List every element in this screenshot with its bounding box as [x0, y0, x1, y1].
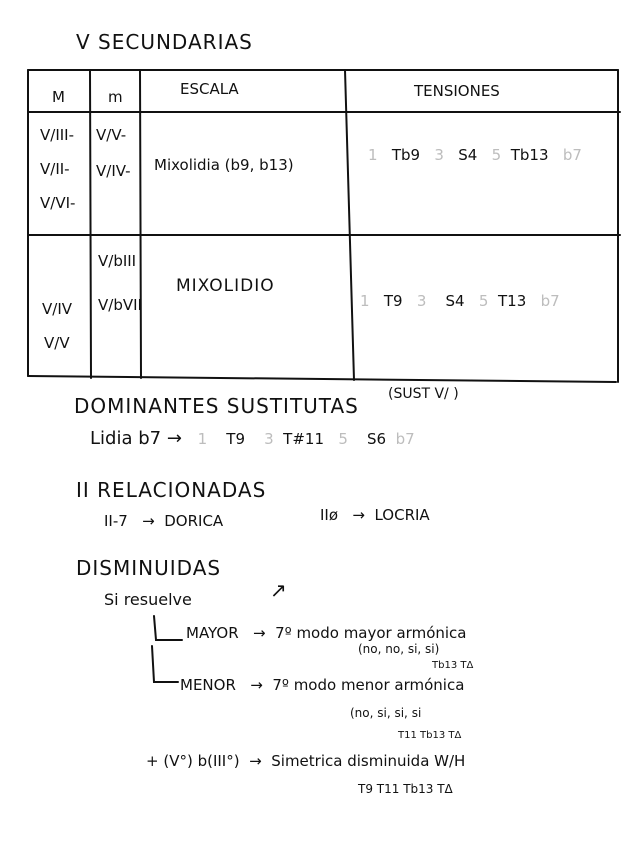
row1-t7: b7 [562, 146, 582, 164]
row2-t6: T13 [498, 292, 527, 310]
sim-arrow: → [249, 752, 262, 770]
header-escala: ESCALA [180, 80, 239, 98]
resuelve-arrow-icon: ↗ [270, 578, 287, 602]
row1-M-3: V/VI- [40, 194, 76, 212]
row1-t4: S4 [458, 146, 478, 164]
sustitutas-heading: DOMINANTES SUSTITUTAS [74, 394, 359, 418]
page-title: V SECUNDARIAS [76, 30, 253, 54]
mayor-arrow: → [252, 624, 266, 642]
row2-escala: MIXOLIDIO [176, 276, 275, 296]
row1-M-1: V/III- [40, 126, 74, 144]
row1-t2: Tb9 [391, 146, 421, 164]
sust-t2: T9 [226, 430, 245, 448]
row2-m-2: V/bVII [98, 296, 142, 314]
simetrica-line [146, 752, 465, 770]
iihalf-arrow: → [352, 506, 365, 524]
row2-t3: 3 [416, 292, 427, 310]
menor-label: MENOR [180, 676, 236, 694]
sim-tens: T9 T11 Tb13 TΔ [358, 782, 453, 796]
sust-t7: b7 [395, 430, 415, 448]
row2-t2: T9 [383, 292, 403, 310]
row1-M-2: V/II- [40, 160, 70, 178]
row1-m-2: V/IV- [96, 162, 131, 180]
mayor-tens: Tb13 TΔ [432, 660, 474, 671]
row2-M-1: V/IV [42, 300, 72, 318]
mayor-value: 7º modo mayor armónica [275, 624, 467, 642]
sustitutas-note: (SUST V/ ) [388, 386, 459, 402]
row1-escala: Mixolidia (b9, b13) [154, 156, 294, 174]
row1-t3: 3 [434, 146, 444, 164]
header-m: m [108, 88, 123, 106]
lidia-label: Lidia b7 [90, 428, 162, 449]
sust-t6: S6 [366, 430, 387, 448]
menor-tens: T11 Tb13 TΔ [398, 730, 462, 741]
ii7-label: II-7 [104, 512, 128, 530]
row1-m-1: V/V- [96, 126, 127, 144]
menor-arrow: → [250, 676, 263, 694]
sust-t5: 5 [338, 430, 348, 448]
row1-t6: Tb13 [510, 146, 549, 164]
menor-line [180, 676, 464, 694]
dorica: DORICA [164, 512, 224, 530]
sim-label: + (V°) b(III°) [146, 752, 240, 770]
mayor-line [186, 624, 467, 642]
mayor-label: MAYOR [186, 624, 239, 642]
lidia-arrow: → [166, 428, 182, 449]
row1-t5: 5 [491, 146, 502, 164]
row2-t4: S4 [445, 292, 465, 310]
menor-sub: (no, si, si, si [350, 706, 422, 720]
si-resuelve: Si resuelve [104, 590, 192, 609]
relacionadas-heading: II RELACIONADAS [76, 478, 267, 502]
header-M: M [52, 88, 65, 106]
menor-value: 7º modo menor armónica [272, 676, 465, 694]
row2-m-1: V/bIII [98, 252, 137, 270]
ii7-arrow: → [142, 512, 155, 530]
sust-t4: T#11 [283, 430, 324, 448]
header-tensiones: TENSIONES [414, 82, 500, 100]
row2-t1: 1 [360, 292, 370, 310]
sust-t3: 3 [264, 430, 274, 448]
row2-t5: 5 [478, 292, 489, 310]
locria: LOCRIA [374, 506, 430, 524]
disminuidas-heading: DISMINUIDAS [76, 556, 222, 580]
row1-t1: 1 [368, 146, 378, 164]
row2-M-2: V/V [44, 334, 70, 352]
iihalf-label: IIø [320, 506, 339, 524]
sust-t1: 1 [197, 430, 208, 448]
row2-t7: b7 [540, 292, 560, 310]
sim-value: Simetrica disminuida W/H [271, 752, 466, 770]
mayor-sub: (no, no, si, si) [358, 642, 440, 656]
